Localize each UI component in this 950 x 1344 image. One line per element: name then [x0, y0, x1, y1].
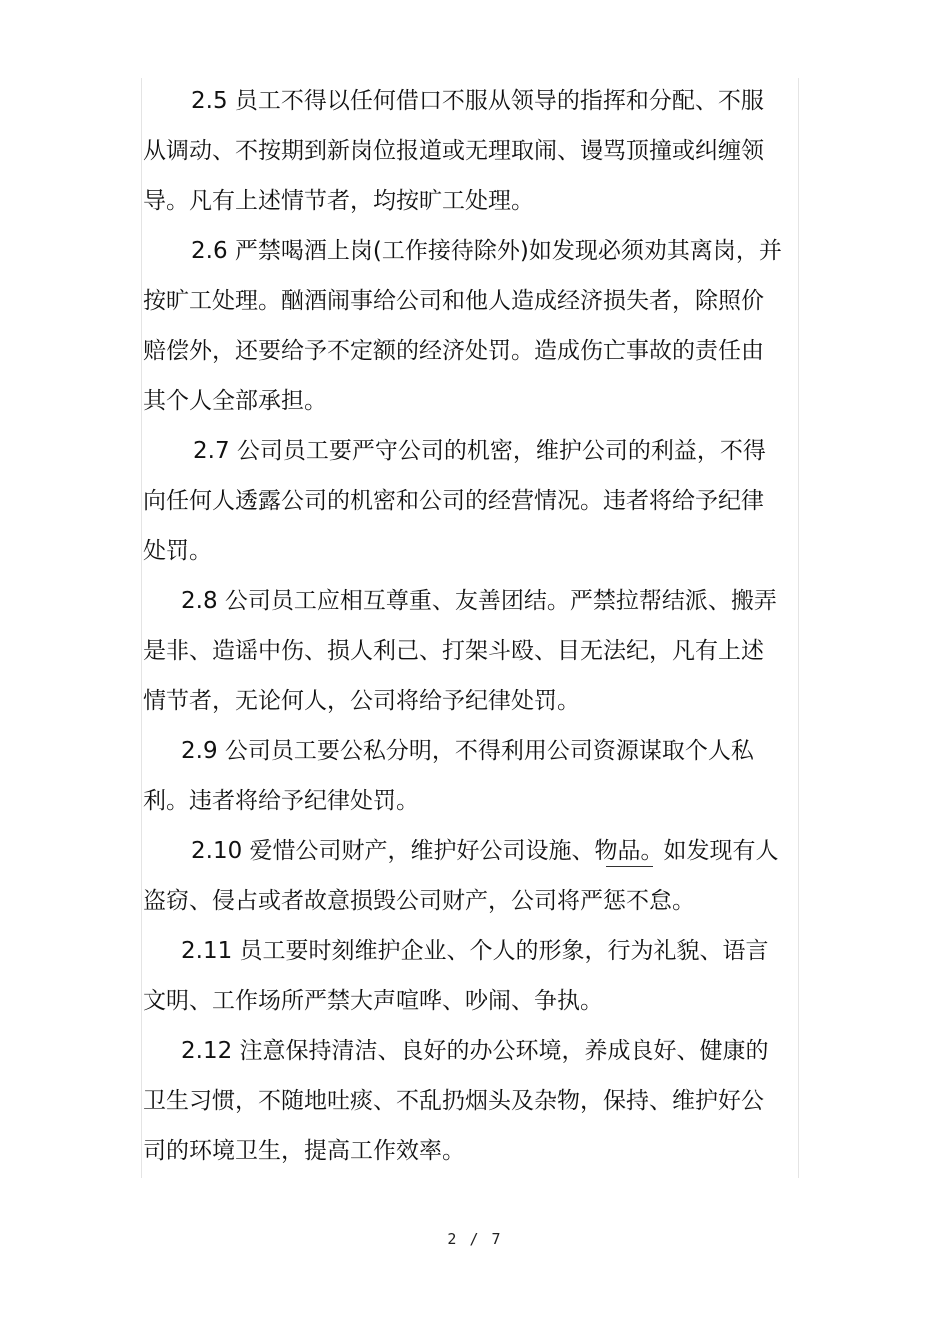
text-line: 赔偿外，还要给予不定额的经济处罚。造成伤亡事故的责任由 — [143, 338, 764, 364]
text-line: 利。违者将给予纪律处罚。 — [143, 788, 419, 814]
text-line: 2.8 公司员工应相互尊重、友善团结。严禁拉帮结派、搬弄 — [181, 588, 777, 614]
text-line: 2.6 严禁喝酒上岗(工作接待除外)如发现必须劝其离岗，并 — [191, 238, 782, 264]
page-number: 2 / 7 — [447, 1230, 503, 1248]
text-line: 其个人全部承担。 — [143, 388, 327, 414]
paragraph-2-7 — [143, 426, 803, 576]
text-line: 导。凡有上述情节者，均按旷工处理。 — [143, 188, 534, 214]
paragraph-2-8 — [143, 576, 803, 726]
paragraph-2-5 — [143, 76, 803, 226]
paragraph-2-11 — [143, 926, 803, 1026]
paragraph-2-12 — [143, 1026, 803, 1176]
text-line: 向任何人透露公司的机密和公司的经营情况。违者将给予纪律 — [143, 488, 764, 514]
text-line: 从调动、不按期到新岗位报道或无理取闹、谩骂顶撞或纠缠领 — [143, 138, 764, 164]
text-line: 盗窃、侵占或者故意损毁公司财产，公司将严惩不怠。 — [143, 888, 695, 914]
text-line: 2.10 爱惜公司财产，维护好公司设施、物品。如发现有人 — [191, 838, 779, 864]
text-line: 2.7 公司员工要严守公司的机密，维护公司的利益，不得 — [193, 438, 766, 464]
text-line: 处罚。 — [143, 538, 212, 564]
text-line: 按旷工处理。酗酒闹事给公司和他人造成经济损失者，除照价 — [143, 288, 764, 314]
document-body — [143, 76, 803, 1176]
text-line: 2.12 注意保持清洁、良好的办公环境，养成良好、健康的 — [181, 1038, 769, 1064]
text-line: 司的环境卫生，提高工作效率。 — [143, 1138, 465, 1164]
text-line: 是非、造谣中伤、损人利己、打架斗殴、目无法纪，凡有上述 — [143, 638, 764, 664]
text-line: 2.11 员工要时刻维护企业、个人的形象，行为礼貌、语言 — [181, 938, 769, 964]
text-line: 2.9 公司员工要公私分明，不得利用公司资源谋取个人私 — [181, 738, 754, 764]
text-line: 卫生习惯，不随地吐痰、不乱扔烟头及杂物，保持、维护好公 — [143, 1088, 764, 1114]
paragraph-2-9 — [143, 726, 803, 826]
underline-mark — [606, 866, 653, 867]
text-line: 文明、工作场所严禁大声喧哗、吵闹、争执。 — [143, 988, 603, 1014]
paragraph-2-10 — [143, 826, 803, 926]
text-line: 情节者，无论何人，公司将给予纪律处罚。 — [143, 688, 580, 714]
paragraph-2-6 — [143, 226, 803, 426]
text-line: 2.5 员工不得以任何借口不服从领导的指挥和分配、不服 — [191, 88, 764, 114]
